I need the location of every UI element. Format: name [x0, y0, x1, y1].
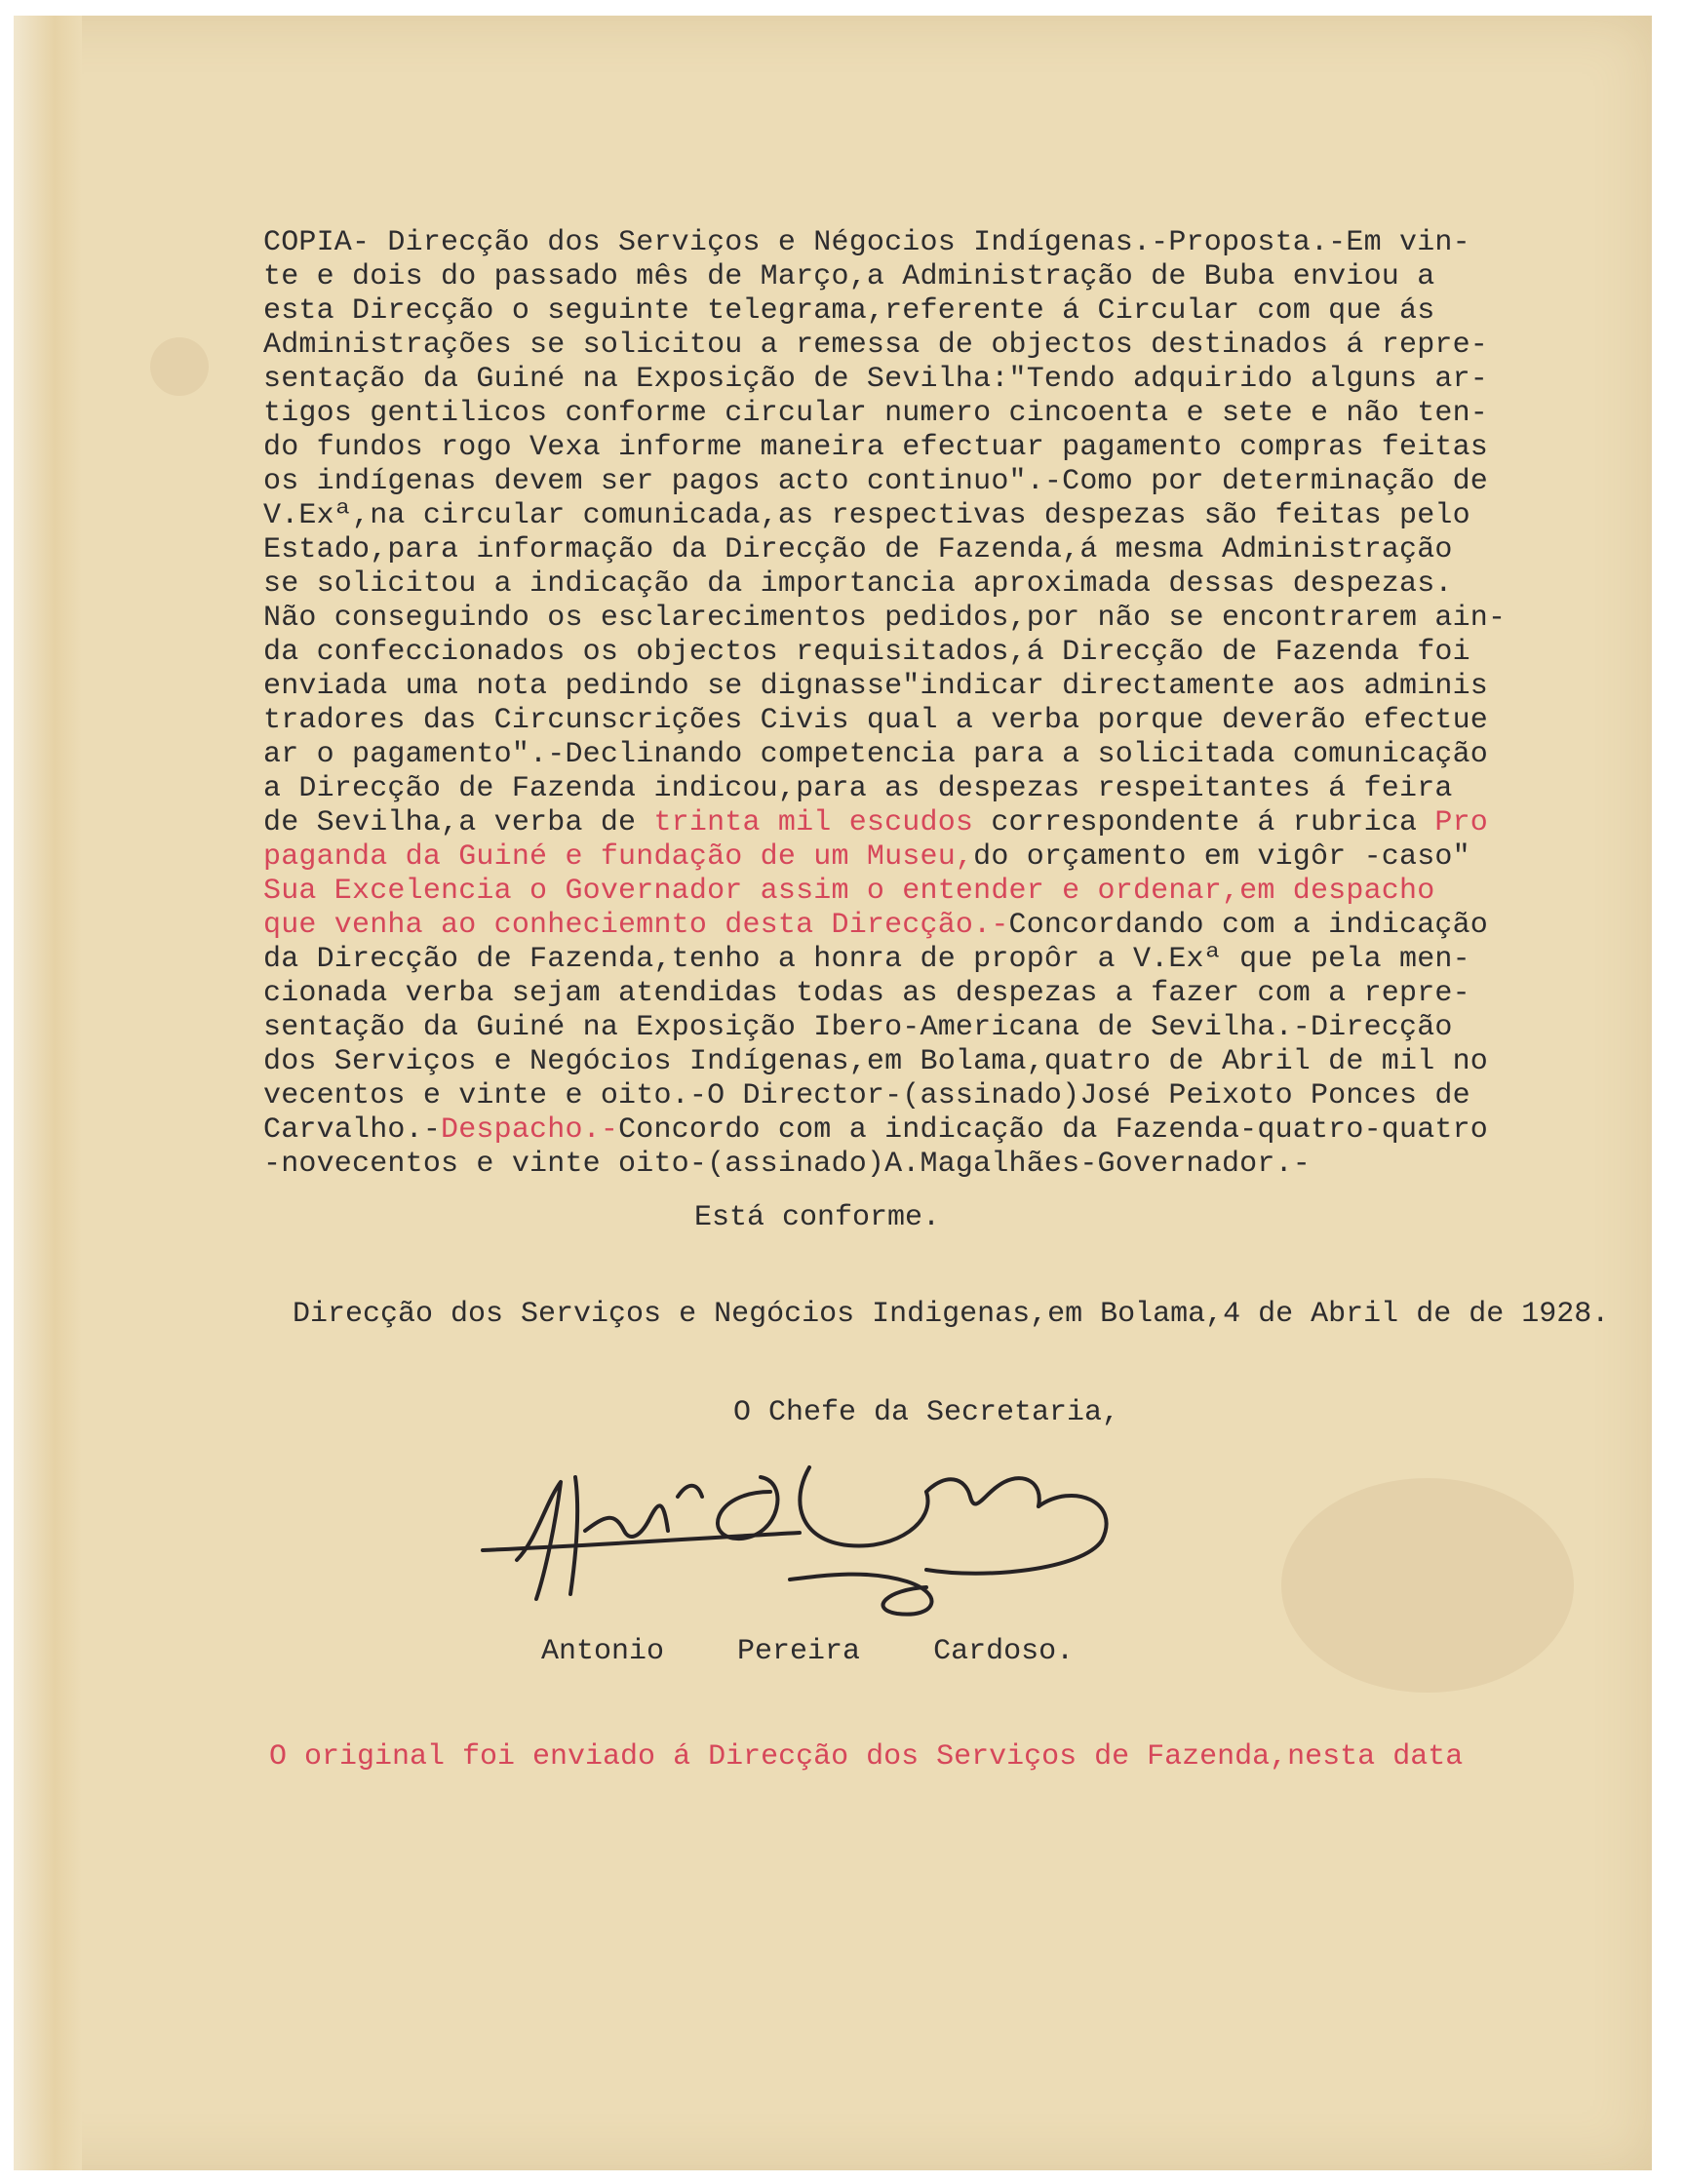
typed-text: cionada verba sejam atendidas todas as despezas a fazer com a repre- [263, 977, 1470, 1010]
body-line [263, 704, 1677, 738]
body-line [263, 465, 1677, 499]
document-body [263, 226, 1677, 1182]
typed-text: da confeccionados os objectos requisitados,á Direcção de Fazenda foi [263, 636, 1470, 669]
typed-text: tradores das Circunscrições Civis qual a verba porque deverão efectue [263, 704, 1489, 737]
typed-text: ar o pagamento".-Declinando competencia para a solicitada comunicação [263, 738, 1489, 771]
typed-text: do orçamento em vigôr -caso" [973, 840, 1470, 874]
body-line [263, 294, 1677, 329]
red-ink-text: paganda da Guiné e fundação de um Museu, [263, 840, 974, 874]
body-line [263, 738, 1677, 772]
handwritten-signature [478, 1424, 1160, 1618]
typed-text: vecentos e vinte e oito.-O Director-(assinado)José Peixoto Ponces de [263, 1079, 1470, 1112]
typed-text: os indígenas devem ser pagos acto continuo".-Como por determinação de [263, 465, 1489, 498]
body-line [263, 363, 1677, 397]
typed-text: Não conseguindo os esclarecimentos pedidos,por não se encontrarem ain- [263, 602, 1507, 635]
typed-text: da Direcção de Fazenda,tenho a honra de propôr a V.Exª que pela men- [263, 943, 1470, 976]
typed-text: a Direcção de Fazenda indicou,para as despezas respeitantes á feira [263, 772, 1453, 805]
date-line: Direcção dos Serviços e Negócios Indigenas,em Bolama,4 de Abril de de 1928. [293, 1298, 1610, 1331]
signature-title: O Chefe da Secretaria, [733, 1396, 1120, 1429]
body-line [263, 806, 1677, 840]
body-line [263, 260, 1677, 294]
body-line [263, 567, 1677, 602]
signer-name [541, 1635, 1074, 1668]
body-line [263, 636, 1677, 670]
conformity-statement: Está conforme. [694, 1201, 941, 1234]
paper-stain [1281, 1478, 1574, 1693]
body-line [263, 226, 1677, 260]
footer-note: O original foi enviado á Direcção dos Serviços de Fazenda,nesta data [269, 1740, 1464, 1774]
body-line [263, 329, 1677, 363]
typed-text: V.Exª,na circular comunicada,as respectivas despezas são feitas pelo [263, 499, 1470, 532]
red-ink-text: que venha ao conheciemnto desta Direcção.- [263, 909, 1009, 942]
body-line [263, 909, 1677, 943]
red-ink-text: Pro [1434, 806, 1489, 839]
typed-text: Estado,para informação da Direcção de Fazenda,á mesma Administração [263, 533, 1453, 566]
typed-text: COPIA- Direcção dos Serviços e Négocios Indígenas.-Proposta.-Em vin- [263, 226, 1470, 259]
body-line [263, 943, 1677, 977]
signer-middle-name: Pereira [737, 1635, 861, 1668]
body-line [263, 602, 1677, 636]
typed-text: dos Serviços e Negócios Indígenas,em Bolama,quatro de Abril de mil no [263, 1045, 1489, 1078]
typed-text: tigos gentilicos conforme circular numero cincoenta e sete e não ten- [263, 397, 1489, 430]
red-ink-text: trinta mil escudos [653, 806, 974, 839]
body-line [263, 772, 1677, 806]
red-ink-text: Sua Excelencia o Governador assim o entender e ordenar,em despacho [263, 875, 1435, 908]
typed-text: Concordando com a indicação [1008, 909, 1489, 942]
typed-text: sentação da Guiné na Exposição Ibero-Americana de Sevilha.-Direcção [263, 1011, 1453, 1044]
body-line [263, 1113, 1677, 1148]
body-line [263, 875, 1677, 909]
body-line [263, 533, 1677, 567]
typed-text: sentação da Guiné na Exposição de Sevilha:"Tendo adquirido alguns ar- [263, 363, 1489, 396]
body-line [263, 431, 1677, 465]
typed-text: enviada uma nota pedindo se dignasse"indicar directamente aos adminis [263, 670, 1489, 703]
signer-first-name: Antonio [541, 1635, 665, 1668]
paper-stain [150, 337, 209, 396]
typed-text: Carvalho.- [263, 1113, 442, 1147]
body-line [263, 397, 1677, 431]
body-line [263, 977, 1677, 1011]
typed-text: esta Direcção o seguinte telegrama,referente á Circular com que ás [263, 294, 1435, 328]
body-line [263, 1148, 1677, 1182]
typed-text: se solicitou a indicação da importancia aproximada dessas despezas. [263, 567, 1453, 601]
signer-last-name: Cardoso. [933, 1635, 1075, 1668]
body-line [263, 1079, 1677, 1113]
typed-text: de Sevilha,a verba de [263, 806, 654, 839]
body-line [263, 1011, 1677, 1045]
body-line [263, 1045, 1677, 1079]
typed-text: Administrações se solicitou a remessa de objectos destinados á repre- [263, 329, 1489, 362]
body-line [263, 670, 1677, 704]
typed-text: Concordo com a indicação da Fazenda-quatro-quatro [618, 1113, 1489, 1147]
typed-text: te e dois do passado mês de Março,a Administração de Buba enviou a [263, 260, 1435, 293]
typed-text: -novecentos e vinte oito-(assinado)A.Magalhães-Governador.- [263, 1148, 1311, 1181]
typed-text: do fundos rogo Vexa informe maneira efectuar pagamento compras feitas [263, 431, 1489, 464]
body-line [263, 840, 1677, 875]
typed-text: correspondente á rubrica [973, 806, 1435, 839]
torn-left-edge [14, 16, 82, 2170]
red-ink-text: Despacho.- [441, 1113, 619, 1147]
body-line [263, 499, 1677, 533]
